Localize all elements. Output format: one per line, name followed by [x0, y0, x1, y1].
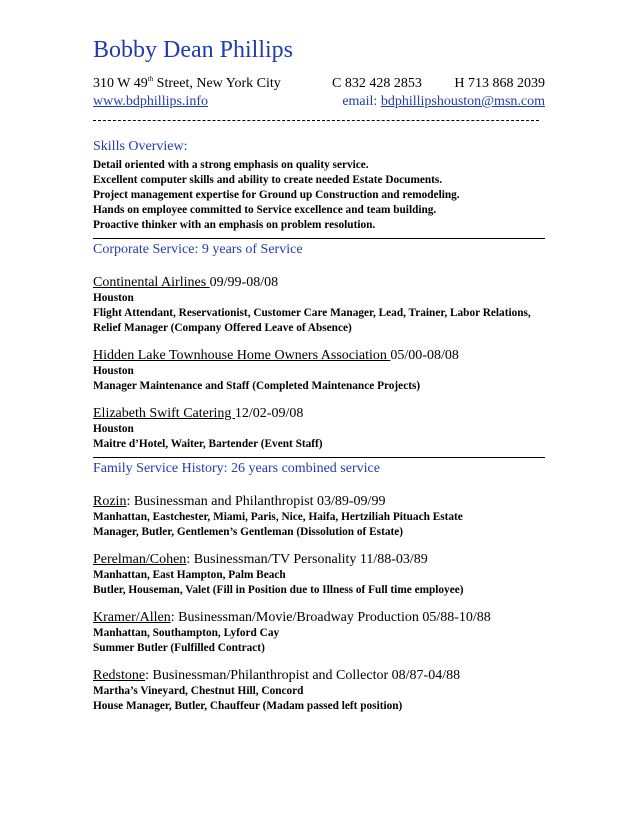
job-location: Houston	[93, 292, 134, 304]
job-entry	[93, 348, 545, 394]
job-details: Manager Maintenance and Staff (Completed Maintenance Projects)	[93, 380, 421, 392]
family-details: Manager, Butler, Gentlemen’s Gentleman (Dissolution of Estate)	[93, 526, 404, 538]
job-location: Houston	[93, 365, 134, 377]
family-location: Martha’s Vineyard, Chestnut Hill, Concord	[93, 685, 304, 697]
family-employer: Kramer/Allen	[93, 610, 171, 625]
skills-section	[93, 139, 545, 233]
resume-page	[93, 36, 545, 714]
family-entry	[93, 552, 545, 598]
family-entry	[93, 494, 545, 540]
skill-item: Excellent computer skills and ability to create needed Estate Documents.	[93, 174, 443, 186]
family-description: : Businessman/Movie/Broadway Production 05/88-10/88	[170, 610, 491, 625]
skills-title: Skills Overview:	[93, 139, 188, 154]
job-dates: 05/00-08/08	[390, 348, 459, 363]
job-employer: Elizabeth Swift Catering	[93, 406, 235, 421]
job-dates: 09/99-08/08	[209, 275, 279, 290]
job-employer: Continental Airlines	[93, 275, 210, 290]
family-employer: Rozin	[93, 494, 127, 509]
skill-item: Project management expertise for Ground up Construction and remodeling.	[93, 189, 460, 201]
family-section	[93, 461, 545, 714]
address: 310 W 49th Street, New York City	[93, 75, 281, 91]
skill-item: Hands on employee committed to Service excellence and team building.	[93, 204, 437, 216]
family-employer: Perelman/Cohen	[93, 552, 187, 567]
family-title: Family Service History: 26 years combined service	[93, 461, 380, 476]
email-link[interactable]: bdphillipshouston@msn.com	[380, 94, 545, 109]
job-entry	[93, 275, 545, 336]
family-entry	[93, 610, 545, 656]
section-divider	[93, 457, 545, 458]
resume-name: Bobby Dean Phillips	[93, 37, 294, 63]
email-line: email: bdphillipshouston@msn.com	[342, 94, 545, 109]
skill-item: Detail oriented with a strong emphasis on quality service.	[93, 159, 369, 171]
job-dates: 12/02-09/08	[234, 406, 304, 421]
corporate-title: Corporate Service: 9 years of Service	[93, 242, 303, 257]
family-entry	[93, 668, 545, 714]
website-link[interactable]: www.bdphillips.info	[93, 94, 208, 109]
family-details: Butler, Houseman, Valet (Fill in Position due to Illness of Full time employee)	[93, 584, 464, 596]
job-details: Maitre d’Hotel, Waiter, Bartender (Event Staff)	[93, 438, 323, 450]
skill-item: Proactive thinker with an emphasis on problem resolution.	[93, 219, 376, 231]
family-employer: Redstone	[93, 668, 146, 683]
family-details: House Manager, Butler, Chauffeur (Madam passed left position)	[93, 700, 403, 712]
family-location: Manhattan, East Hampton, Palm Beach	[93, 569, 286, 581]
family-description: : Businessman and Philanthropist 03/89-09/99	[126, 494, 386, 509]
contact-block	[93, 76, 545, 114]
cell-phone: C 832 428 2853	[332, 76, 422, 91]
section-divider	[93, 238, 545, 239]
family-description: : Businessman/TV Personality 11/88-03/89	[186, 552, 428, 567]
family-description: : Businessman/Philanthropist and Collector 08/87-04/88	[145, 668, 461, 683]
home-phone: H 713 868 2039	[454, 76, 545, 91]
family-location: Manhattan, Southampton, Lyford Cay	[93, 627, 280, 639]
job-employer: Hidden Lake Townhouse Home Owners Association	[93, 348, 391, 363]
header-divider	[93, 120, 539, 121]
family-location: Manhattan, Eastchester, Miami, Paris, Nice, Haifa, Hertziliah Pituach Estate	[93, 511, 463, 523]
job-location: Houston	[93, 423, 134, 435]
job-details: Flight Attendant, Reservationist, Customer Care Manager, Lead, Trainer, Labor Relations, Relief Manager (Company Offered Leave of Absence)	[93, 307, 531, 334]
family-details: Summer Butler (Fulfilled Contract)	[93, 642, 265, 654]
corporate-section	[93, 242, 545, 452]
job-entry	[93, 406, 545, 452]
